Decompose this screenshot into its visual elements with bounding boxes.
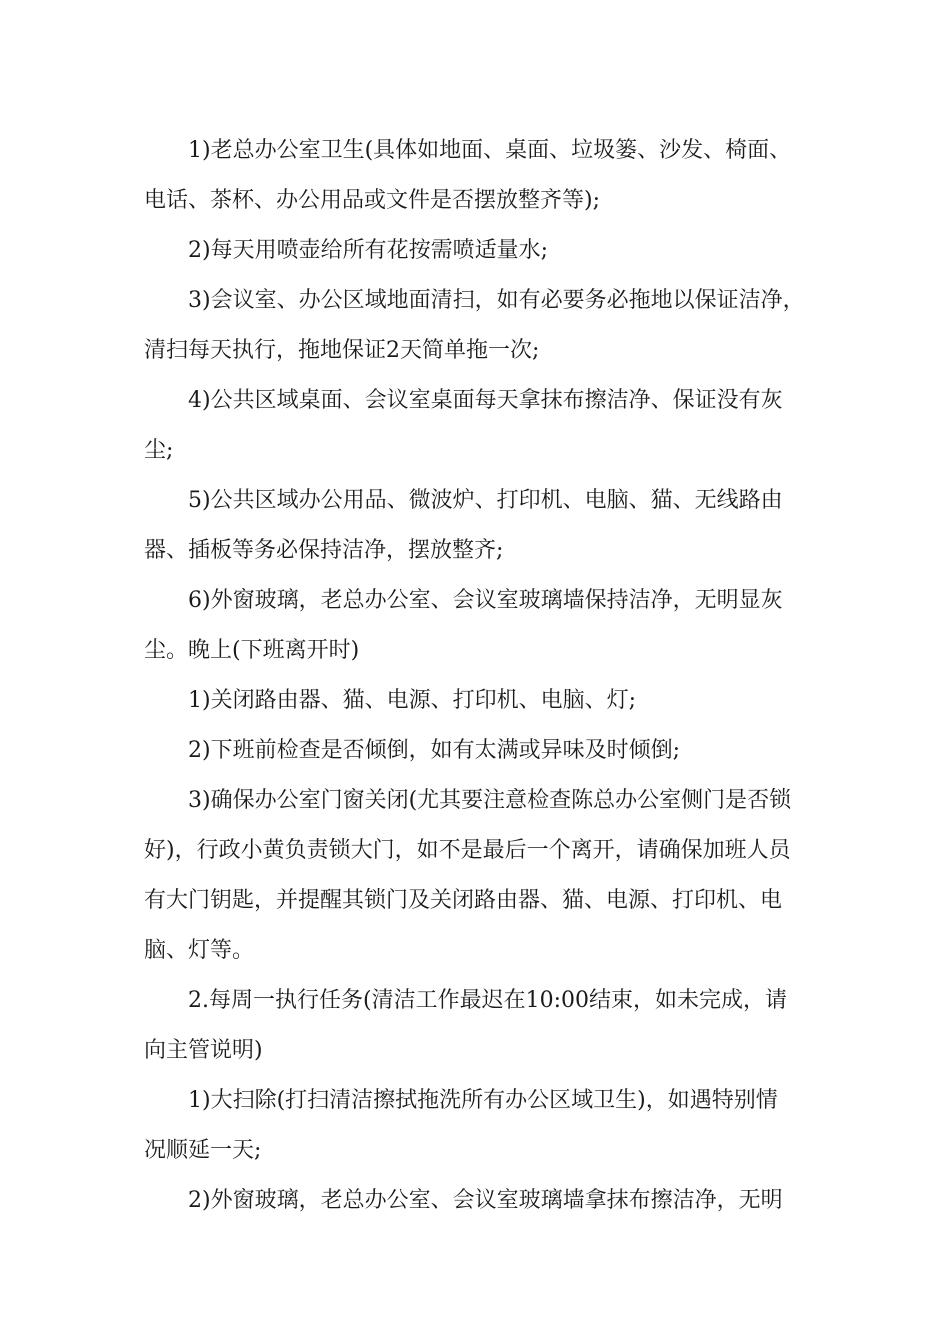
paragraph-5 — [144, 476, 814, 576]
paragraph-7 — [144, 676, 814, 726]
paragraph-12 — [144, 1176, 814, 1226]
paragraph-8 — [144, 726, 814, 776]
text-line: 向主管说明) — [144, 1038, 263, 1063]
text-line: 尘; — [144, 438, 174, 463]
text-line: 2.每周一执行任务(清洁工作最迟在10:00结束，如未完成，请 — [188, 988, 787, 1013]
text-line: 2)下班前检查是否倾倒，如有太满或异味及时倾倒; — [188, 738, 680, 763]
paragraph-3 — [144, 276, 814, 376]
paragraph-2 — [144, 226, 814, 276]
paragraph-1 — [144, 126, 814, 226]
text-line: 脑、灯等。 — [144, 938, 255, 963]
text-line: 5)公共区域办公用品、微波炉、打印机、电脑、猫、无线路由 — [188, 488, 783, 513]
text-line: 2)每天用喷壶给所有花按需喷适量水; — [188, 238, 548, 263]
text-line: 2)外窗玻璃，老总办公室、会议室玻璃墙拿抹布擦洁净，无明 — [188, 1188, 783, 1213]
text-line: 1)大扫除(打扫清洁擦拭拖洗所有办公区域卫生)，如遇特别情 — [188, 1088, 778, 1113]
paragraph-9 — [144, 776, 814, 976]
text-line: 清扫每天执行，拖地保证2天简单拖一次; — [144, 338, 540, 363]
text-line: 1)老总办公室卫生(具体如地面、桌面、垃圾篓、沙发、椅面、 — [188, 138, 792, 163]
text-line: 电话、茶杯、办公用品或文件是否摆放整齐等); — [144, 188, 600, 213]
document-body — [144, 126, 814, 1226]
text-line: 6)外窗玻璃，老总办公室、会议室玻璃墙保持洁净，无明显灰 — [188, 588, 783, 613]
text-line: 1)关闭路由器、猫、电源、打印机、电脑、灯; — [188, 688, 636, 713]
paragraph-4 — [144, 376, 814, 476]
paragraph-11 — [144, 1076, 814, 1176]
text-line: 3)会议室、办公区域地面清扫，如有必要务必拖地以保证洁净， — [188, 288, 805, 313]
text-line: 尘。晚上(下班离开时) — [144, 638, 360, 663]
paragraph-6 — [144, 576, 814, 676]
text-line: 4)公共区域桌面、会议室桌面每天拿抹布擦洁净、保证没有灰 — [188, 388, 783, 413]
text-line: 器、插板等务必保持洁净，摆放整齐; — [144, 538, 504, 563]
text-line: 况顺延一天; — [144, 1138, 262, 1163]
paragraph-10 — [144, 976, 814, 1076]
text-line: 好)，行政小黄负责锁大门，如不是最后一个离开，请确保加班人员 — [144, 838, 791, 863]
text-line: 3)确保办公室门窗关闭(尤其要注意检查陈总办公室侧门是否锁 — [188, 788, 792, 813]
text-line: 有大门钥匙，并提醒其锁门及关闭路由器、猫、电源、打印机、电 — [144, 888, 783, 913]
